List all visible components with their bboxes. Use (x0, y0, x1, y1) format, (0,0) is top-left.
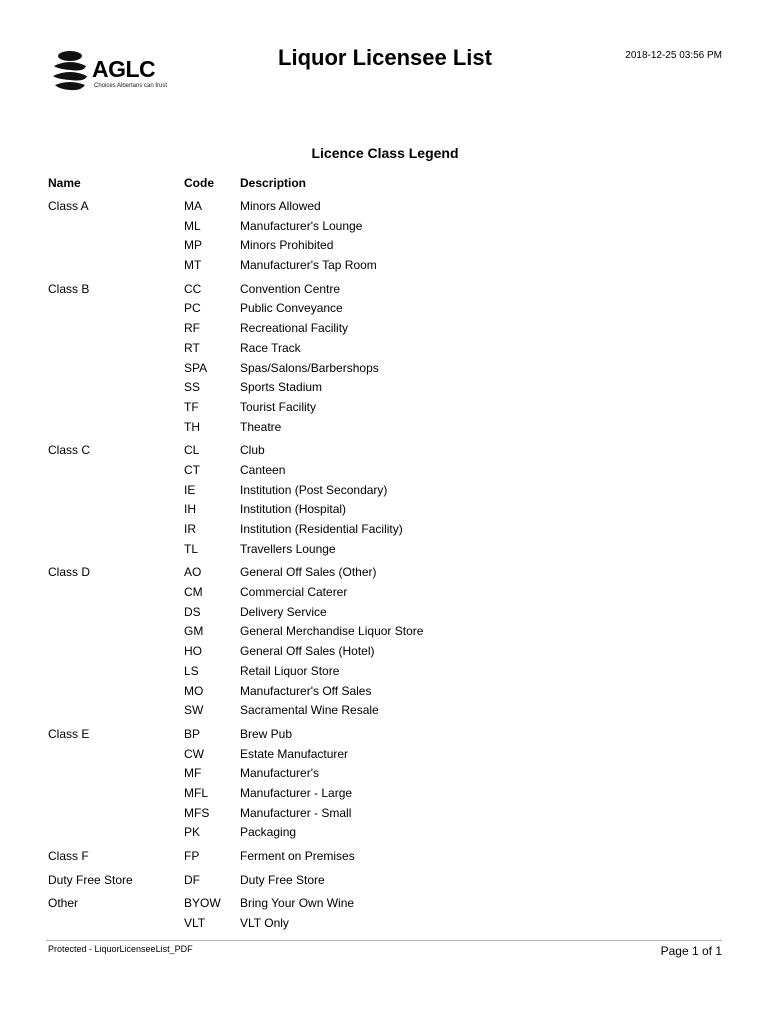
table-row (184, 786, 728, 806)
licence-description: Estate Manufacturer (240, 746, 349, 761)
legend-group (48, 282, 728, 440)
licence-code: RF (184, 321, 200, 336)
class-name: Class C (48, 443, 91, 458)
table-row (184, 703, 728, 723)
licence-code: DS (184, 604, 201, 619)
licence-code: PK (184, 825, 201, 840)
class-entries (184, 199, 728, 278)
licence-code: PC (184, 301, 201, 316)
table-row (184, 664, 728, 684)
licence-description: Manufacturer's Lounge (240, 218, 363, 233)
table-row (184, 219, 728, 239)
licence-description: General Off Sales (Hotel) (240, 644, 375, 659)
licence-description: Sacramental Wine Resale (240, 703, 379, 718)
licence-code: TL (184, 541, 199, 556)
licence-code: CT (184, 462, 200, 477)
licence-description: Manufacturer's Off Sales (240, 683, 372, 698)
licence-code: MFS (184, 805, 210, 820)
table-row (184, 624, 728, 644)
licence-description: Race Track (240, 340, 301, 355)
class-name: Class B (48, 281, 90, 296)
class-entries (184, 849, 728, 869)
licence-code: TH (184, 419, 200, 434)
licence-description: Tourist Facility (240, 399, 317, 414)
table-row (184, 644, 728, 664)
class-name: Class D (48, 565, 91, 580)
table-row (184, 916, 728, 936)
table-row (184, 605, 728, 625)
legend-group (48, 565, 728, 723)
licence-description: Minors Prohibited (240, 238, 334, 253)
table-row (184, 321, 728, 341)
page-title: Liquor Licensee List (278, 45, 492, 70)
licence-code: SW (184, 703, 204, 718)
table-row (184, 684, 728, 704)
licence-description: Public Conveyance (240, 301, 343, 316)
licence-code: IE (184, 482, 196, 497)
legend-group (48, 849, 728, 869)
table-row (184, 502, 728, 522)
footer-protection-label: Protected - LiquorLicenseeList_PDF (48, 944, 193, 954)
licence-code: BP (184, 726, 201, 741)
licence-description: Sports Stadium (240, 380, 323, 395)
footer-divider (46, 940, 722, 941)
table-row (184, 400, 728, 420)
licence-description: Delivery Service (240, 604, 327, 619)
class-name: Class F (48, 849, 89, 863)
table-row (184, 301, 728, 321)
licence-code: CL (184, 443, 200, 458)
legend-group (48, 443, 728, 561)
licence-description: Commercial Caterer (240, 585, 348, 600)
table-row (184, 282, 728, 302)
licence-code: MA (184, 199, 202, 213)
licence-description: Institution (Post Secondary) (240, 482, 388, 497)
licence-description: Minors Allowed (240, 199, 321, 213)
table-row (184, 727, 728, 747)
table-row (184, 747, 728, 767)
table-row (184, 199, 728, 219)
licence-description: Club (240, 443, 265, 458)
table-row (184, 483, 728, 503)
licence-description: VLT Only (240, 916, 289, 931)
licence-description: Duty Free Store (240, 872, 325, 887)
table-row (184, 443, 728, 463)
class-name: Class E (48, 726, 90, 741)
licence-description: Brew Pub (240, 726, 293, 741)
licence-code: RT (184, 340, 200, 355)
licence-description: Canteen (240, 462, 286, 477)
table-row (184, 361, 728, 381)
licence-code: VLT (184, 916, 206, 931)
table-row (184, 565, 728, 585)
table-row (184, 522, 728, 542)
logo-wordmark: AGLC (92, 56, 156, 82)
licence-description: Spas/Salons/Barbershops (240, 360, 379, 375)
licence-code: MFL (184, 785, 208, 800)
licence-description: Theatre (240, 419, 282, 434)
table-row (184, 806, 728, 826)
licence-code: MF (184, 766, 202, 781)
licence-description: General Merchandise Liquor Store (240, 624, 424, 639)
table-row (184, 585, 728, 605)
class-name: Other (48, 896, 79, 911)
table-row (184, 766, 728, 786)
licence-description: Recreational Facility (240, 321, 349, 336)
licence-code: BYOW (184, 896, 221, 911)
licence-code: LS (184, 663, 199, 678)
licence-code: DF (184, 872, 200, 887)
licence-description: Institution (Residential Facility) (240, 522, 403, 536)
table-row (184, 341, 728, 361)
licence-description: Manufacturer's Tap Room (240, 258, 377, 273)
licence-description: Travellers Lounge (240, 541, 336, 556)
report-timestamp: 2018-12-25 03:56 PM (625, 50, 722, 61)
class-entries (184, 565, 728, 723)
table-row (184, 896, 728, 916)
table-row (184, 542, 728, 562)
table-row (184, 873, 728, 893)
table-row (184, 849, 728, 869)
table-row (184, 238, 728, 258)
class-entries (184, 873, 728, 893)
licence-code: MP (184, 238, 202, 253)
page-number: Page 1 of 1 (660, 944, 722, 958)
legend-group (48, 896, 728, 935)
licence-code: MT (184, 258, 202, 273)
licence-code: SPA (184, 360, 208, 375)
class-entries (184, 727, 728, 845)
column-header-description: Description (240, 176, 307, 190)
class-entries (184, 896, 728, 935)
licence-code: IH (184, 502, 196, 517)
class-name: Duty Free Store (48, 872, 133, 887)
column-header-name: Name (48, 176, 81, 190)
table-row (184, 258, 728, 278)
page-header (0, 0, 770, 110)
licence-code: CC (184, 281, 202, 296)
class-entries (184, 443, 728, 561)
legend-title: Licence Class Legend (311, 145, 459, 161)
class-name: Class A (48, 199, 89, 213)
licence-description: Retail Liquor Store (240, 663, 340, 678)
licence-code: GM (184, 624, 204, 639)
legend-table (48, 199, 728, 940)
legend-group (48, 199, 728, 278)
licence-code: MO (184, 683, 204, 698)
licence-code: FP (184, 849, 200, 863)
licence-code: IR (184, 522, 196, 536)
licence-description: Convention Centre (240, 281, 341, 296)
table-row (184, 463, 728, 483)
legend-group (48, 873, 728, 893)
table-row (184, 420, 728, 440)
licence-code: TF (184, 399, 199, 414)
licence-code: HO (184, 644, 202, 659)
licence-description: Manufacturer - Small (240, 805, 352, 820)
table-row (184, 825, 728, 845)
licence-code: SS (184, 380, 201, 395)
class-entries (184, 282, 728, 440)
licence-description: Institution (Hospital) (240, 502, 347, 517)
licence-description: Packaging (240, 825, 297, 840)
legend-group (48, 727, 728, 845)
licence-description: Bring Your Own Wine (240, 896, 355, 911)
licence-description: Manufacturer - Large (240, 785, 353, 800)
column-header-code: Code (184, 176, 214, 190)
licence-code: ML (184, 218, 201, 233)
licence-code: CW (184, 746, 204, 761)
logo-tagline: Choices Albertans can trust (94, 83, 168, 89)
licence-description: General Off Sales (Other) (240, 565, 377, 580)
licence-code: AO (184, 565, 202, 580)
licence-description: Manufacturer's (240, 766, 319, 781)
table-row (184, 380, 728, 400)
licence-code: CM (184, 585, 203, 600)
licence-description: Ferment on Premises (240, 849, 355, 863)
